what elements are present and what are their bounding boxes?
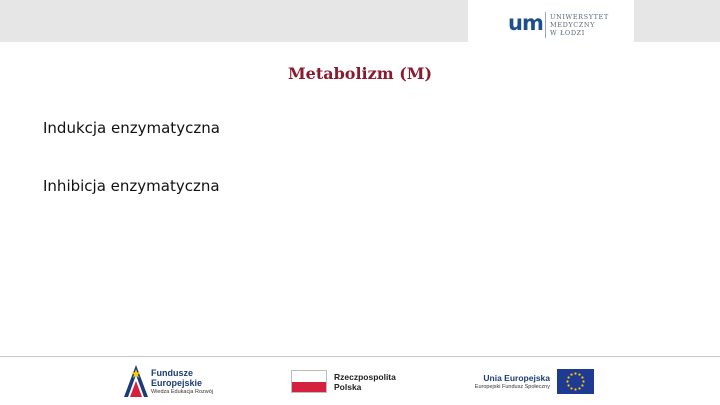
eu-star <box>582 380 584 382</box>
university-name <box>550 13 609 37</box>
eu-star <box>574 372 576 374</box>
eu-star <box>578 373 580 375</box>
university-logo <box>468 0 634 42</box>
university-name-line-2: MEDYCZNY <box>550 21 596 29</box>
slide-title: Metabolizm (M) <box>287 64 433 83</box>
eu-star <box>567 384 569 386</box>
bullet-induction: Indukcja enzymatyczna <box>43 119 220 137</box>
rp-line-1: Rzeczpospolita <box>334 372 396 382</box>
eu-star <box>574 388 576 390</box>
fe-name-line-2: Europejskie <box>151 378 203 388</box>
eu-star <box>570 373 572 375</box>
university-name-line-1: UNIWERSYTET <box>550 13 609 21</box>
rzeczpospolita-text <box>334 373 396 392</box>
fe-subtitle: Wiedza Edukacja Rozwój <box>151 389 214 395</box>
logo-divider <box>545 12 546 38</box>
eu-star <box>566 380 568 382</box>
rp-line-2: Polska <box>334 381 362 392</box>
eu-star <box>578 387 580 389</box>
header-bar <box>0 0 720 42</box>
fe-name-line-1: Fundusze <box>151 368 193 378</box>
eu-star <box>581 376 583 378</box>
bullet-inhibition: Inhibicja enzymatyczna <box>43 177 220 195</box>
fundusze-europejskie-text <box>151 368 213 397</box>
um-logo-mark: um <box>508 11 543 35</box>
footer-logos <box>0 357 720 405</box>
ue-name: Unia Europejska <box>483 373 550 383</box>
university-name-line-3: W ŁODZI <box>550 29 585 37</box>
eu-star <box>567 376 569 378</box>
unia-europejska-text <box>475 373 550 391</box>
fundusze-europejskie-logo-icon <box>124 365 148 397</box>
eu-star <box>570 387 572 389</box>
eu-flag-icon <box>557 369 594 394</box>
poland-flag-icon <box>291 370 327 393</box>
eu-star <box>581 384 583 386</box>
ue-subtitle: Europejski Fundusz Społeczny <box>474 384 550 390</box>
